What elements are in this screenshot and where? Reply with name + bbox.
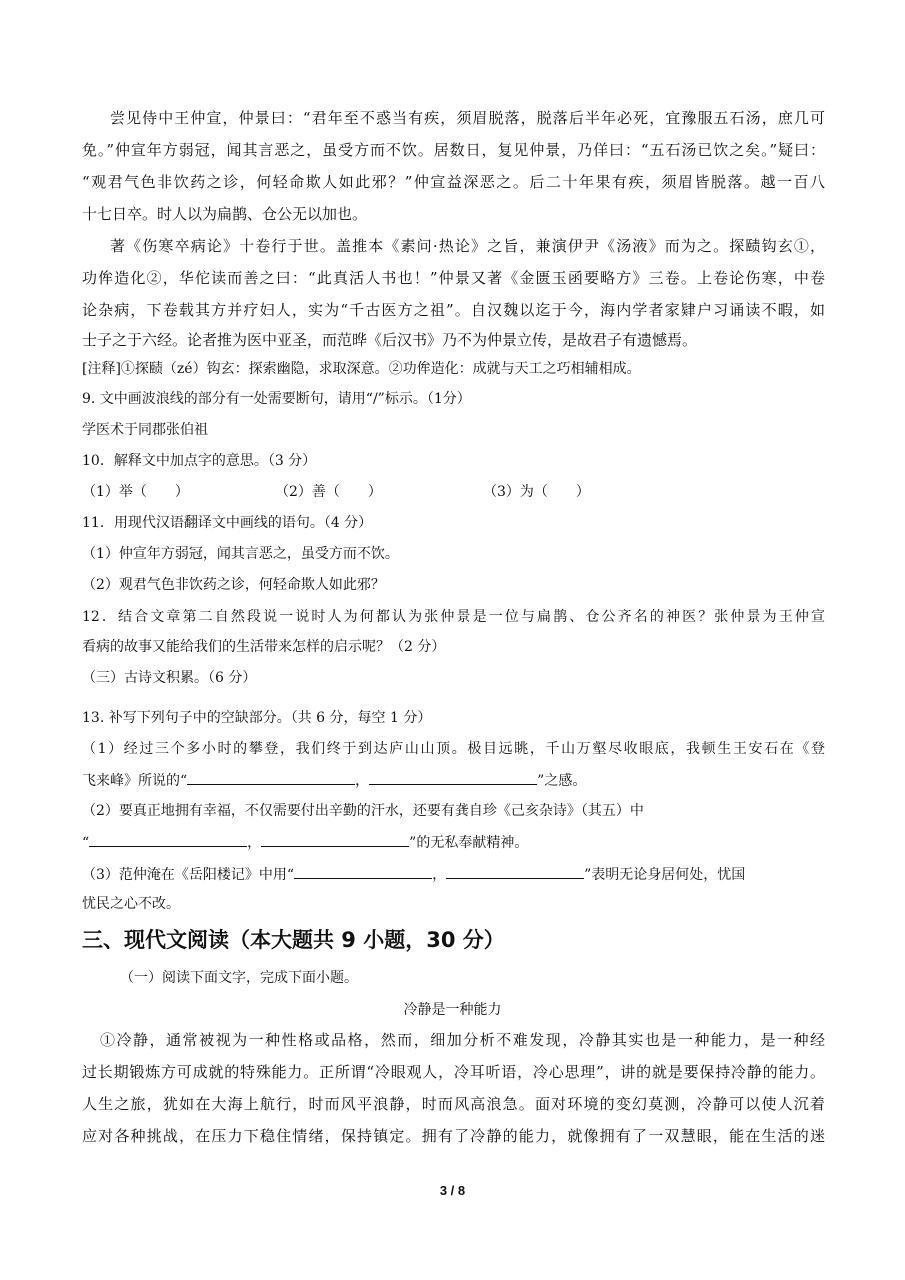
section-title: 三、现代文阅读（本大题共 9 小题，30 分） [82, 928, 505, 952]
passage-line: “观君气色非饮药之诊，何轻命欺人如此邪？”仲宣益深恶之。后二十年果有疾，须眉皆脱落。越一百八 [82, 173, 825, 191]
page-number: 3 / 8 [439, 1183, 466, 1198]
blank-field[interactable] [89, 832, 247, 847]
passage-line: 免。”仲宣年方弱冠，闻其言恶之，虽受方而不饮。居数日，复见仲景，乃佯曰：“五石汤已饮之矣。”疑曰： [82, 141, 825, 159]
blank-field[interactable] [369, 770, 537, 785]
article-line: ①冷静，通常被视为一种性格或品格，然而，细加分析不难发现，冷静其实也是一种能力，是一种经 [100, 1031, 825, 1049]
annotation-note: [注释]①探赜（zé）钩玄：探索幽隐，求取深意。②功侔造化：成就与天工之巧相辅相成。 [82, 361, 641, 377]
question-11: 11．用现代汉语翻译文中画线的语句。（4 分） [82, 515, 373, 531]
question-12: 12．结合文章第二自然段说一说时人为何都认为张仲景是一位与扁鹊、仓公齐名的神医？张仲景为王仲宣 [82, 609, 825, 625]
passage-line: 士子之于六经。论者推为医中亚圣，而范晔《后汉书》乃不为仲景立传，是故君子有遗憾焉。 [82, 331, 698, 349]
article-line: 应对各种挑战，在压力下稳住情绪，保持镇定。拥有了冷静的能力，就像拥有了一双慧眼，能在生活的迷 [82, 1127, 825, 1145]
article-title: 冷静是一种能力 [403, 1002, 502, 1018]
passage-line: 尝见侍中王仲宣，仲景曰：“君年至不惑当有疾，须眉脱落，脱落后半年必死，宜豫服五石汤，庶几可 [110, 109, 825, 127]
passage-line: 论杂病，下卷载其方并疗妇人，实为“千古医方之祖”。自汉魏以迄于今，海内学者家肄户习诵读不暇，如 [82, 301, 825, 319]
text: 飞来峰》所说的“ [82, 773, 188, 789]
question-10-item: （3）为（ ） [483, 484, 590, 500]
question-13-part-1 [82, 770, 586, 791]
blank-field[interactable] [446, 864, 584, 879]
passage-line: 著《伤寒卒病论》十卷行于世。盖推本《素问·热论》之旨，兼演伊尹《汤液》而为之。探赜钩玄①， [110, 237, 825, 255]
text: “ [82, 835, 90, 851]
passage-line: 功侔造化②，华佗读而善之曰：“此真活人书也！”仲景又著《金匮玉函要略方》三卷。上卷论伤寒，中卷 [82, 269, 825, 287]
question-13-part-1: （1）经过三个多小时的攀登，我们终于到达庐山山顶。极目远眺，千山万壑尽收眼底，我顿生王安石在《登 [82, 741, 825, 757]
question-11-item: （1）仲宣年方弱冠，闻其言恶之，虽受方而不饮。 [82, 546, 399, 562]
question-13-part-3 [82, 864, 745, 885]
question-13-part-2: （2）要真正地拥有幸福，不仅需要付出辛勤的汗水，还要有龚自珍《己亥杂诗》（其五）中 [82, 803, 644, 819]
question-13: 13. 补写下列句子中的空缺部分。（共 6 分，每空 1 分） [82, 710, 432, 726]
question-12: 看病的故事又能给我们的生活带来怎样的启示呢？（2 分） [82, 639, 446, 655]
blank-field[interactable] [294, 864, 432, 879]
question-13-part-3: 忧民之心不改。 [82, 896, 180, 912]
text: （3）范仲淹在《岳阳楼记》中用“ [82, 867, 295, 883]
question-9-text: 学医术于同郡张伯祖 [82, 422, 208, 438]
question-9: 9. 文中画波浪线的部分有一处需要断句，请用“/”标示。（1分） [82, 391, 471, 407]
text: ， [432, 867, 447, 883]
reading-intro: （一）阅读下面文字，完成下面小题。 [120, 970, 358, 986]
article-line: 过长期锻炼方可成就的特殊能力。正所谓“冷眼观人，冷耳听语，冷心思理”，讲的就是要保持冷静的能力。 [82, 1063, 825, 1081]
text: ”之感。 [537, 773, 587, 789]
text: ， [247, 835, 262, 851]
text: ”表明无论身居何处，忧国 [584, 867, 746, 883]
question-10: 10．解释文中加点字的意思。（3 分） [82, 453, 317, 469]
question-11-item: （2）观君气色非饮药之诊，何轻命欺人如此邪？ [82, 577, 385, 593]
blank-field[interactable] [187, 770, 355, 785]
section-heading: （三）古诗文积累。（6 分） [82, 670, 257, 686]
article-line: 人生之旅，犹如在大海上航行，时而风平浪静，时而风高浪急。面对环境的变幻莫测，冷静可以使人沉着 [82, 1095, 825, 1113]
question-10-item: （2）善（ ） [275, 484, 382, 500]
blank-field[interactable] [261, 832, 409, 847]
question-10-item: （1）举（ ） [82, 484, 189, 500]
text: ， [355, 773, 370, 789]
text: ”的无私奉献精神。 [409, 835, 529, 851]
question-13-part-2 [82, 832, 528, 853]
passage-line: 十七日卒。时人以为扁鹊、仓公无以加也。 [82, 205, 368, 223]
